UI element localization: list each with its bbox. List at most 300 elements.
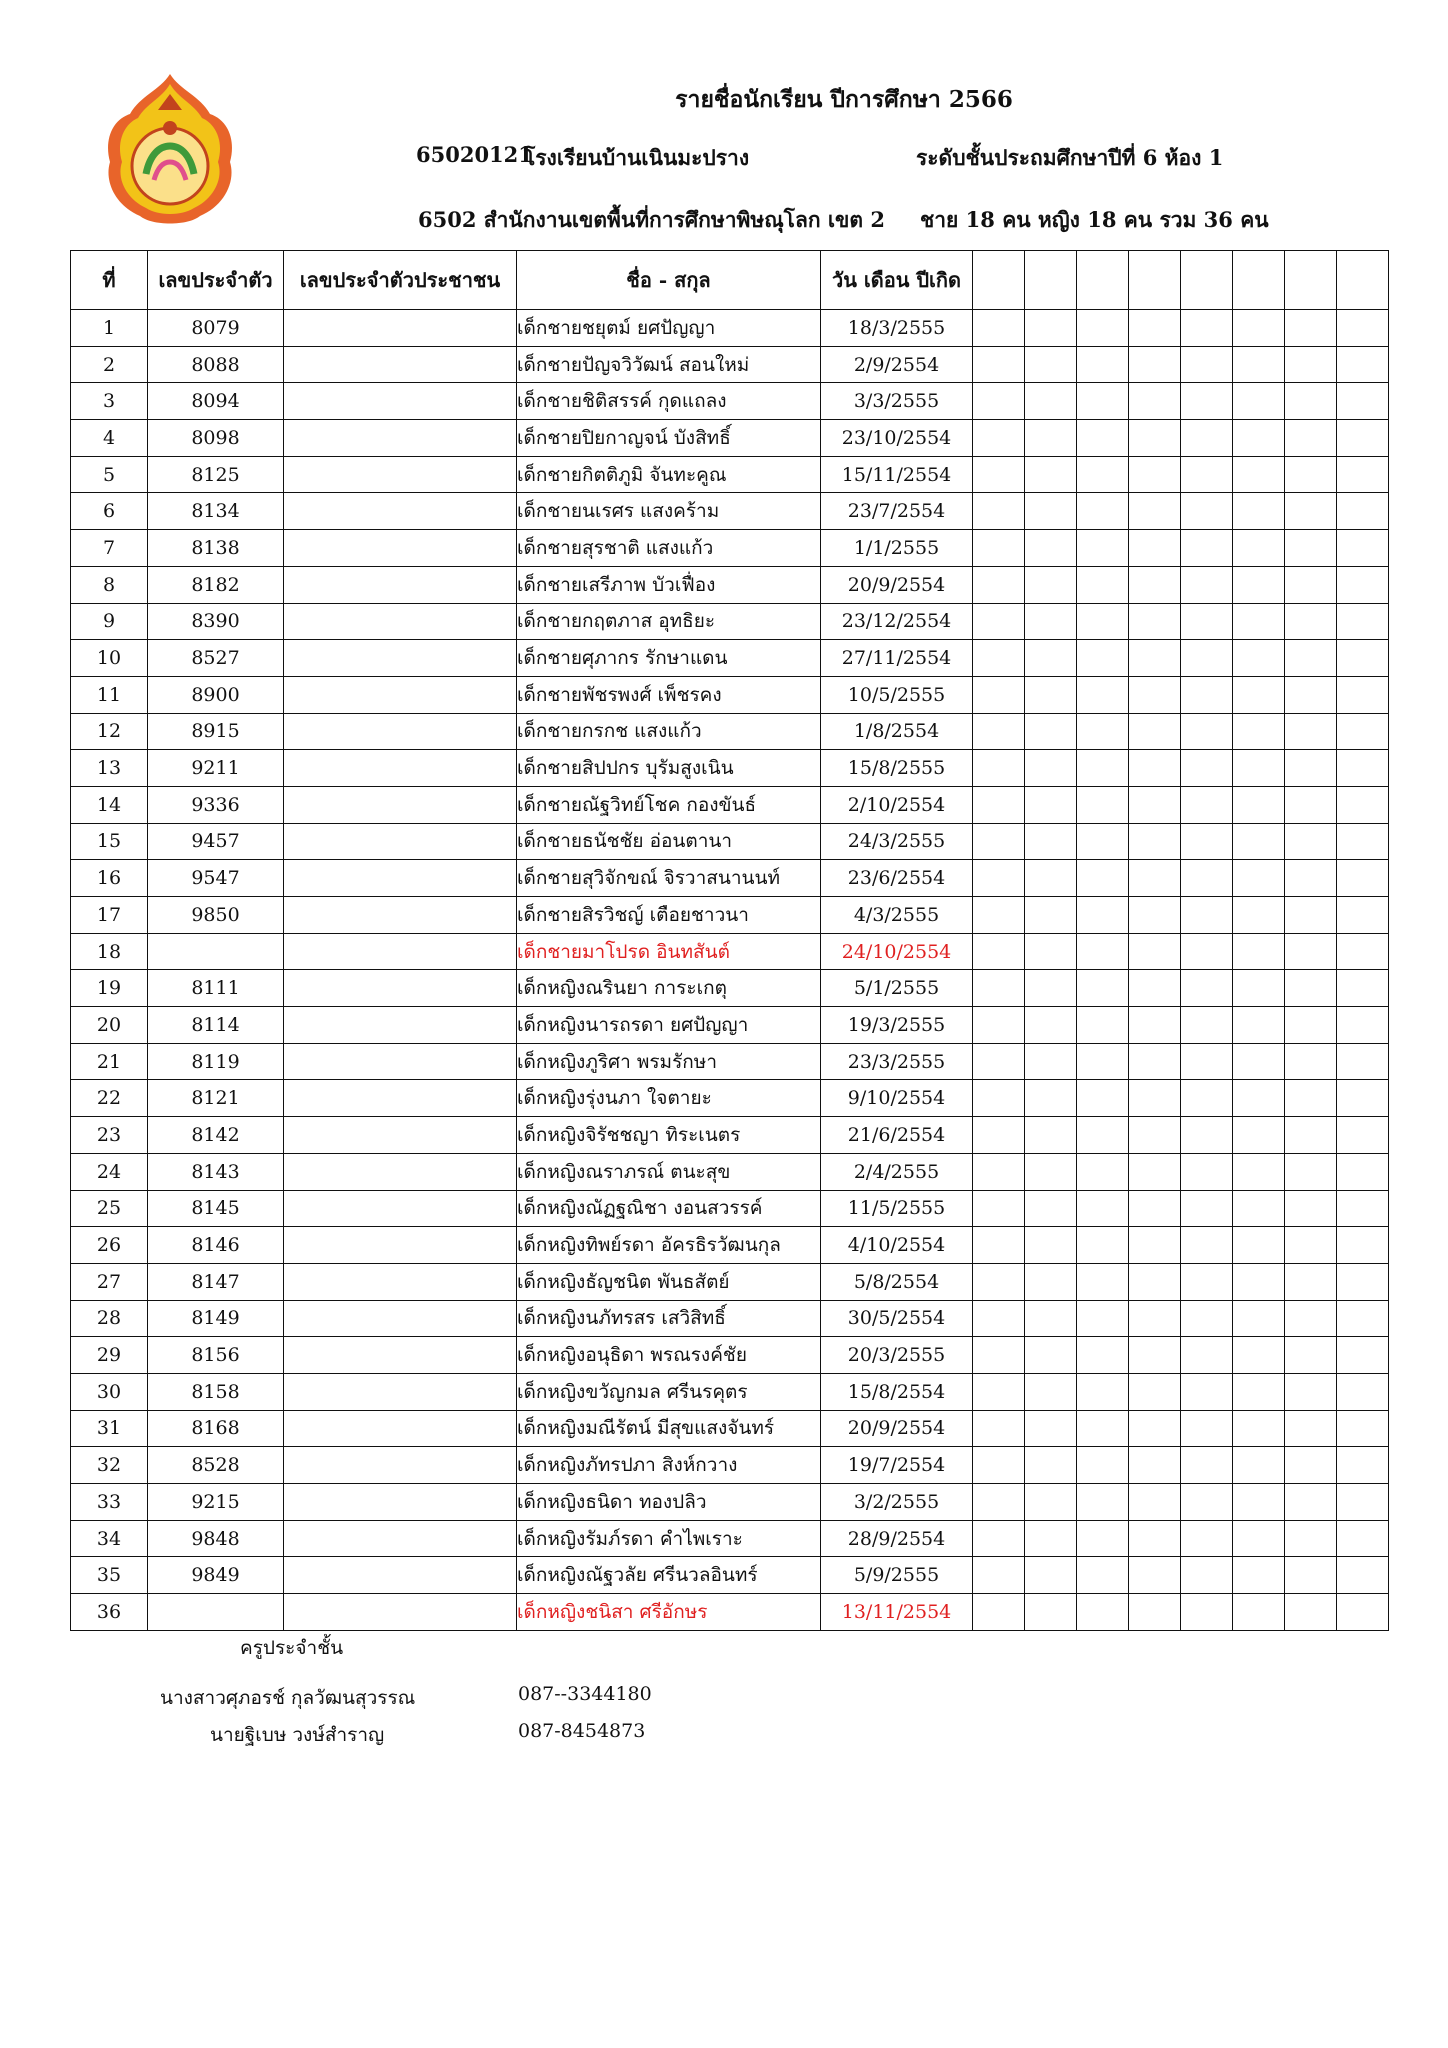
- blank-cell: [1025, 823, 1077, 860]
- blank-cell: [1025, 1337, 1077, 1374]
- student-id: 8111: [148, 970, 284, 1007]
- blank-cell: [1337, 1190, 1389, 1227]
- blank-cell: [1077, 1373, 1129, 1410]
- student-name: เด็กหญิงณัฏฐณิชา งอนสวรรค์: [517, 1190, 821, 1227]
- blank-cell: [973, 1190, 1025, 1227]
- table-body: [71, 310, 1389, 1631]
- table-row: [71, 1080, 1389, 1117]
- blank-cell: [1077, 860, 1129, 897]
- national-id: [284, 640, 517, 677]
- blank-cell: [1025, 383, 1077, 420]
- student-name: เด็กหญิงนภัทรสร เสวิสิทธิ์: [517, 1300, 821, 1337]
- national-id: [284, 750, 517, 787]
- blank-cell: [1285, 493, 1337, 530]
- blank-cell: [1233, 1080, 1285, 1117]
- birthdate: 2/9/2554: [821, 346, 973, 383]
- blank-cell: [1077, 750, 1129, 787]
- birthdate: 21/6/2554: [821, 1117, 973, 1154]
- blank-cell: [1181, 823, 1233, 860]
- header-name: ชื่อ - สกุล: [517, 251, 821, 310]
- student-name: เด็กหญิงภัทรปภา สิงห์กวาง: [517, 1447, 821, 1484]
- student-id: 8527: [148, 640, 284, 677]
- student-name: เด็กชายชยุตม์ ยศปัญญา: [517, 310, 821, 347]
- birthdate: 13/11/2554: [821, 1594, 973, 1631]
- blank-cell: [1129, 640, 1181, 677]
- student-id: 9457: [148, 823, 284, 860]
- blank-cell: [1285, 346, 1337, 383]
- blank-cell: [1233, 1447, 1285, 1484]
- blank-cell: [973, 346, 1025, 383]
- header-blank: [1233, 251, 1285, 310]
- birthdate: 5/9/2555: [821, 1557, 973, 1594]
- blank-cell: [1285, 1594, 1337, 1631]
- blank-cell: [1337, 786, 1389, 823]
- blank-cell: [1285, 603, 1337, 640]
- student-name: เด็กหญิงภูริศา พรมรักษา: [517, 1043, 821, 1080]
- row-number: 19: [71, 970, 148, 1007]
- blank-cell: [1077, 1300, 1129, 1337]
- birthdate: 27/11/2554: [821, 640, 973, 677]
- national-id: [284, 1227, 517, 1264]
- national-id: [284, 1043, 517, 1080]
- national-id: [284, 493, 517, 530]
- student-id: 8149: [148, 1300, 284, 1337]
- school-code: 65020121: [416, 142, 533, 167]
- blank-cell: [973, 970, 1025, 1007]
- blank-cell: [1077, 566, 1129, 603]
- student-name: เด็กชายกฤตภาส อุทธิยะ: [517, 603, 821, 640]
- blank-cell: [973, 1447, 1025, 1484]
- birthdate: 23/3/2555: [821, 1043, 973, 1080]
- blank-cell: [1181, 1520, 1233, 1557]
- blank-cell: [1285, 1153, 1337, 1190]
- national-id: [284, 346, 517, 383]
- blank-cell: [973, 1080, 1025, 1117]
- student-name: เด็กหญิงธนิดา ทองปลิว: [517, 1484, 821, 1521]
- row-number: 17: [71, 897, 148, 934]
- national-id: [284, 310, 517, 347]
- blank-cell: [1285, 310, 1337, 347]
- blank-cell: [1025, 1594, 1077, 1631]
- blank-cell: [1233, 933, 1285, 970]
- blank-cell: [1025, 456, 1077, 493]
- blank-cell: [973, 603, 1025, 640]
- blank-cell: [1025, 566, 1077, 603]
- national-id: [284, 786, 517, 823]
- student-id: 8158: [148, 1373, 284, 1410]
- national-id: [284, 1153, 517, 1190]
- row-number: 3: [71, 383, 148, 420]
- student-name: เด็กหญิงขวัญกมล ศรีนรคุตร: [517, 1373, 821, 1410]
- blank-cell: [1025, 1190, 1077, 1227]
- blank-cell: [1025, 1227, 1077, 1264]
- national-id: [284, 1337, 517, 1374]
- blank-cell: [973, 420, 1025, 457]
- blank-cell: [1337, 1007, 1389, 1044]
- student-name: เด็กชายพัชรพงศ์ เพ็ชรคง: [517, 676, 821, 713]
- blank-cell: [1077, 493, 1129, 530]
- table-row: [71, 1227, 1389, 1264]
- student-name: เด็กหญิงณรินยา การะเกตุ: [517, 970, 821, 1007]
- national-id: [284, 383, 517, 420]
- blank-cell: [1233, 676, 1285, 713]
- blank-cell: [1181, 1373, 1233, 1410]
- blank-cell: [1077, 420, 1129, 457]
- student-id: 8156: [148, 1337, 284, 1374]
- blank-cell: [1077, 897, 1129, 934]
- student-name: เด็กชายปิยกาญจน์ บังสิทธิ์: [517, 420, 821, 457]
- blank-cell: [1181, 383, 1233, 420]
- national-id: [284, 1373, 517, 1410]
- birthdate: 28/9/2554: [821, 1520, 973, 1557]
- blank-cell: [1181, 713, 1233, 750]
- national-id: [284, 1594, 517, 1631]
- national-id: [284, 933, 517, 970]
- blank-cell: [1077, 1007, 1129, 1044]
- student-id: 9215: [148, 1484, 284, 1521]
- birthdate: 15/11/2554: [821, 456, 973, 493]
- blank-cell: [1233, 1153, 1285, 1190]
- blank-cell: [1285, 1080, 1337, 1117]
- header-blank: [1285, 251, 1337, 310]
- national-id: [284, 823, 517, 860]
- blank-cell: [973, 897, 1025, 934]
- table-row: [71, 1557, 1389, 1594]
- blank-cell: [1337, 1410, 1389, 1447]
- blank-cell: [1337, 897, 1389, 934]
- birthdate: 2/10/2554: [821, 786, 973, 823]
- birthdate: 4/10/2554: [821, 1227, 973, 1264]
- national-id: [284, 1080, 517, 1117]
- blank-cell: [1233, 823, 1285, 860]
- row-number: 18: [71, 933, 148, 970]
- student-id: 8168: [148, 1410, 284, 1447]
- blank-cell: [1233, 493, 1285, 530]
- header-student-id: เลขประจำตัว: [148, 251, 284, 310]
- blank-cell: [1077, 383, 1129, 420]
- birthdate: 5/8/2554: [821, 1263, 973, 1300]
- student-name: เด็กหญิงณราภรณ์ ตนะสุข: [517, 1153, 821, 1190]
- district-office: 6502 สำนักงานเขตพื้นที่การศึกษาพิษณุโลก เขต 2: [418, 207, 885, 232]
- blank-cell: [1285, 383, 1337, 420]
- blank-cell: [1077, 786, 1129, 823]
- blank-cell: [1129, 1520, 1181, 1557]
- row-number: 30: [71, 1373, 148, 1410]
- blank-cell: [1077, 1484, 1129, 1521]
- blank-cell: [973, 823, 1025, 860]
- blank-cell: [1025, 750, 1077, 787]
- blank-cell: [1337, 1373, 1389, 1410]
- birthdate: 10/5/2555: [821, 676, 973, 713]
- birthdate: 15/8/2555: [821, 750, 973, 787]
- blank-cell: [1337, 603, 1389, 640]
- blank-cell: [1129, 1043, 1181, 1080]
- blank-cell: [1129, 1447, 1181, 1484]
- blank-cell: [1077, 1447, 1129, 1484]
- blank-cell: [1337, 1520, 1389, 1557]
- national-id: [284, 1117, 517, 1154]
- row-number: 35: [71, 1557, 148, 1594]
- row-number: 23: [71, 1117, 148, 1154]
- student-name: เด็กชายสิปปกร บุรัมสูงเนิน: [517, 750, 821, 787]
- student-name: เด็กหญิงธัญชนิต พันธสัตย์: [517, 1263, 821, 1300]
- blank-cell: [1285, 1520, 1337, 1557]
- blank-cell: [1077, 640, 1129, 677]
- blank-cell: [1285, 750, 1337, 787]
- blank-cell: [1025, 493, 1077, 530]
- blank-cell: [1077, 713, 1129, 750]
- blank-cell: [1181, 970, 1233, 1007]
- blank-cell: [1025, 346, 1077, 383]
- blank-cell: [973, 1557, 1025, 1594]
- blank-cell: [1233, 310, 1285, 347]
- blank-cell: [1077, 1557, 1129, 1594]
- blank-cell: [1233, 750, 1285, 787]
- blank-cell: [1077, 1043, 1129, 1080]
- blank-cell: [1337, 713, 1389, 750]
- blank-cell: [1337, 1300, 1389, 1337]
- blank-cell: [973, 640, 1025, 677]
- blank-cell: [1129, 1190, 1181, 1227]
- blank-cell: [1233, 1373, 1285, 1410]
- row-number: 15: [71, 823, 148, 860]
- student-name: เด็กชายเสรีภาพ บัวเฟื่อง: [517, 566, 821, 603]
- blank-cell: [1129, 346, 1181, 383]
- table-row: [71, 1190, 1389, 1227]
- blank-cell: [1337, 823, 1389, 860]
- student-name: เด็กชายธนัชชัย อ่อนตานา: [517, 823, 821, 860]
- table-row: [71, 1373, 1389, 1410]
- blank-cell: [973, 860, 1025, 897]
- student-id: 9211: [148, 750, 284, 787]
- blank-cell: [1285, 1337, 1337, 1374]
- blank-cell: [973, 1373, 1025, 1410]
- teacher-2-name: นายฐิเบษ วงษ์สำราญ: [210, 1724, 385, 1746]
- blank-cell: [1025, 1557, 1077, 1594]
- row-number: 21: [71, 1043, 148, 1080]
- student-id: 8900: [148, 676, 284, 713]
- student-id: [148, 933, 284, 970]
- blank-cell: [1337, 1080, 1389, 1117]
- blank-cell: [1129, 310, 1181, 347]
- blank-cell: [1181, 1080, 1233, 1117]
- blank-cell: [1077, 310, 1129, 347]
- blank-cell: [1337, 493, 1389, 530]
- row-number: 10: [71, 640, 148, 677]
- blank-cell: [1181, 346, 1233, 383]
- blank-cell: [1285, 1190, 1337, 1227]
- national-id: [284, 1263, 517, 1300]
- birthdate: 23/6/2554: [821, 860, 973, 897]
- blank-cell: [1077, 456, 1129, 493]
- header-blank: [973, 251, 1025, 310]
- blank-cell: [1233, 530, 1285, 567]
- blank-cell: [1181, 860, 1233, 897]
- birthdate: 1/8/2554: [821, 713, 973, 750]
- row-number: 9: [71, 603, 148, 640]
- blank-cell: [973, 933, 1025, 970]
- blank-cell: [1285, 1007, 1337, 1044]
- table-row: [71, 1447, 1389, 1484]
- blank-cell: [1129, 1484, 1181, 1521]
- blank-cell: [1025, 1263, 1077, 1300]
- table-row: [71, 1410, 1389, 1447]
- blank-cell: [973, 713, 1025, 750]
- blank-cell: [1129, 1300, 1181, 1337]
- blank-cell: [1129, 603, 1181, 640]
- header-blank: [1129, 251, 1181, 310]
- student-name: เด็กหญิงณัฐวลัย ศรีนวลอินทร์: [517, 1557, 821, 1594]
- student-name: เด็กหญิงนารถรดา ยศปัญญา: [517, 1007, 821, 1044]
- student-id: 8134: [148, 493, 284, 530]
- table-row: [71, 1263, 1389, 1300]
- blank-cell: [1285, 456, 1337, 493]
- blank-cell: [1285, 1557, 1337, 1594]
- blank-cell: [1233, 1007, 1285, 1044]
- national-id: [284, 566, 517, 603]
- blank-cell: [1025, 1373, 1077, 1410]
- table-row: [71, 1153, 1389, 1190]
- blank-cell: [1025, 640, 1077, 677]
- table-row: [71, 310, 1389, 347]
- table-row: [71, 1117, 1389, 1154]
- student-id: [148, 1594, 284, 1631]
- blank-cell: [1337, 933, 1389, 970]
- student-id: 8088: [148, 346, 284, 383]
- blank-cell: [1129, 1594, 1181, 1631]
- blank-cell: [1285, 860, 1337, 897]
- blank-cell: [1337, 1594, 1389, 1631]
- blank-cell: [1077, 1190, 1129, 1227]
- student-name: เด็กหญิงจิรัชชญา ทิระเนตร: [517, 1117, 821, 1154]
- header-national-id: เลขประจำตัวประชาชน: [284, 251, 517, 310]
- blank-cell: [1181, 420, 1233, 457]
- student-id: 9848: [148, 1520, 284, 1557]
- student-name: เด็กชายนเรศร แสงคร้าม: [517, 493, 821, 530]
- student-id: 8079: [148, 310, 284, 347]
- student-id: 8119: [148, 1043, 284, 1080]
- header-no: ที่: [71, 251, 148, 310]
- blank-cell: [1181, 676, 1233, 713]
- birthdate: 23/10/2554: [821, 420, 973, 457]
- blank-cell: [1129, 1227, 1181, 1264]
- blank-cell: [1077, 1153, 1129, 1190]
- blank-cell: [1077, 676, 1129, 713]
- blank-cell: [1285, 676, 1337, 713]
- header-blank: [1025, 251, 1077, 310]
- birthdate: 23/12/2554: [821, 603, 973, 640]
- blank-cell: [1025, 970, 1077, 1007]
- blank-cell: [1077, 346, 1129, 383]
- student-id: 8094: [148, 383, 284, 420]
- student-id: 8125: [148, 456, 284, 493]
- blank-cell: [1181, 1557, 1233, 1594]
- table-row: [71, 1007, 1389, 1044]
- blank-cell: [1077, 970, 1129, 1007]
- national-id: [284, 713, 517, 750]
- blank-cell: [1285, 823, 1337, 860]
- blank-cell: [1025, 420, 1077, 457]
- blank-cell: [973, 786, 1025, 823]
- blank-cell: [973, 1227, 1025, 1264]
- blank-cell: [973, 493, 1025, 530]
- blank-cell: [1337, 420, 1389, 457]
- blank-cell: [973, 1484, 1025, 1521]
- student-name: เด็กชายชิติสรรค์ กุดแถลง: [517, 383, 821, 420]
- student-name: เด็กชายสุวิจักขณ์ จิรวาสนานนท์: [517, 860, 821, 897]
- blank-cell: [1129, 823, 1181, 860]
- row-number: 31: [71, 1410, 148, 1447]
- birthdate: 2/4/2555: [821, 1153, 973, 1190]
- blank-cell: [1285, 1117, 1337, 1154]
- national-id: [284, 456, 517, 493]
- student-roster-table: [70, 250, 1389, 1631]
- table-row: [71, 346, 1389, 383]
- birthdate: 5/1/2555: [821, 970, 973, 1007]
- homeroom-teacher-label: ครูประจำชั้น: [240, 1637, 344, 1659]
- blank-cell: [1129, 676, 1181, 713]
- table-row: [71, 566, 1389, 603]
- blank-cell: [1025, 786, 1077, 823]
- row-number: 36: [71, 1594, 148, 1631]
- student-id: 9547: [148, 860, 284, 897]
- blank-cell: [973, 456, 1025, 493]
- blank-cell: [1077, 1594, 1129, 1631]
- blank-cell: [1233, 603, 1285, 640]
- blank-cell: [1181, 530, 1233, 567]
- blank-cell: [1285, 786, 1337, 823]
- blank-cell: [1233, 1300, 1285, 1337]
- blank-cell: [1181, 786, 1233, 823]
- blank-cell: [1233, 1043, 1285, 1080]
- birthdate: 19/3/2555: [821, 1007, 973, 1044]
- blank-cell: [1077, 603, 1129, 640]
- table-row: [71, 640, 1389, 677]
- table-row: [71, 493, 1389, 530]
- national-id: [284, 1484, 517, 1521]
- birthdate: 20/9/2554: [821, 566, 973, 603]
- blank-cell: [973, 1337, 1025, 1374]
- blank-cell: [1337, 860, 1389, 897]
- birthdate: 24/10/2554: [821, 933, 973, 970]
- teacher-1-name: นางสาวศุภอรช์ กุลวัฒนสุวรรณ: [160, 1687, 416, 1709]
- blank-cell: [1025, 1520, 1077, 1557]
- blank-cell: [1077, 1263, 1129, 1300]
- blank-cell: [1337, 1227, 1389, 1264]
- student-id: 9336: [148, 786, 284, 823]
- blank-cell: [1233, 640, 1285, 677]
- blank-cell: [1285, 1263, 1337, 1300]
- table-row: [71, 676, 1389, 713]
- blank-cell: [1285, 566, 1337, 603]
- table-row: [71, 750, 1389, 787]
- birthdate: 3/2/2555: [821, 1484, 973, 1521]
- table-row: [71, 420, 1389, 457]
- blank-cell: [1129, 1373, 1181, 1410]
- blank-cell: [1181, 1190, 1233, 1227]
- table-row: [71, 933, 1389, 970]
- birthdate: 1/1/2555: [821, 530, 973, 567]
- table-row: [71, 860, 1389, 897]
- student-name: เด็กชายปัญจวิวัฒน์ สอนใหม่: [517, 346, 821, 383]
- national-id: [284, 860, 517, 897]
- student-name: เด็กชายมาโปรด อินทสันต์: [517, 933, 821, 970]
- blank-cell: [1337, 970, 1389, 1007]
- blank-cell: [1181, 1007, 1233, 1044]
- blank-cell: [1337, 1117, 1389, 1154]
- blank-cell: [1181, 1337, 1233, 1374]
- blank-cell: [1025, 530, 1077, 567]
